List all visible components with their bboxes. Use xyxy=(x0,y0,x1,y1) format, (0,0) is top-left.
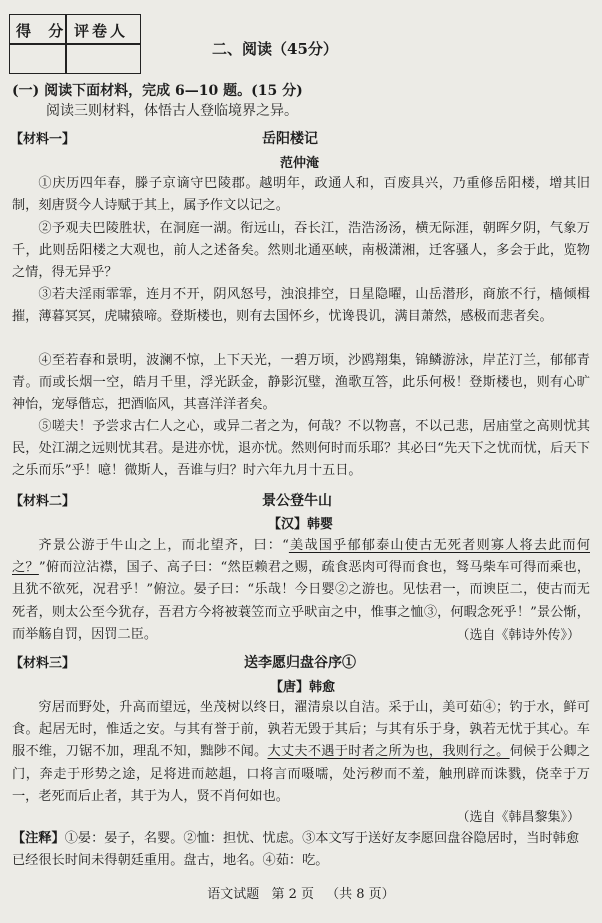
text: 穷居而野处，升高而望远，坐茂树以终日，濯清泉以自洁。采于山，美可茹④；钓于水，鲜可食。起居无时，惟适之安。与其有誉于前，孰若无毁于其后；与其有乐于身，孰若无忧于其心。车服不维，刀锯不加，理乱不知，黜陟不闻。 xyxy=(12,700,590,760)
part-heading: (一) 阅读下面材料，完成 6—10 题。(15 分) xyxy=(12,83,303,99)
underlined-sentence: 美哉国乎郁郁泰山使古无死者则寡人将去此而何之？ xyxy=(12,538,590,576)
page-footer xyxy=(0,883,602,902)
text: 伺候于公卿之门，奔走于形势之途，足将进而趑趄，口将言而嗫嚅，处污秽而不羞，触刑辟而诛戮，侥幸于万一，老死而后止者，其于为人，贤不肖何如也。 xyxy=(12,744,591,804)
material-1-label: 【材料一】 xyxy=(10,132,76,147)
grader-label: 评卷人 xyxy=(74,22,129,40)
paragraph xyxy=(12,697,590,808)
text: 齐景公游于牛山之上，而北望齐，曰：“ xyxy=(38,538,289,553)
score-label: 得 分 xyxy=(16,22,70,40)
source-citation: （选自《韩昌黎集》） xyxy=(456,810,580,825)
material-2-label: 【材料二】 xyxy=(10,494,76,509)
underlined-sentence: 大丈夫不遇于时者之所为也，我则行之。 xyxy=(267,744,510,760)
notes xyxy=(12,828,590,872)
paragraph: ⑤嗟夫！予尝求古仁人之心，或异二者之为，何哉？不以物喜，不以己悲，居庙堂之高则忧其民，处江湖之远则忧其君。是进亦忧，退亦忧。然则何时而乐耶？其必曰“先天下之忧而忧，后天下之乐而乐”乎！噫！微斯人，吾谁与归？时六年九月十五日。 xyxy=(12,419,590,479)
material-1-author: 范仲淹 xyxy=(280,156,320,171)
footer-page: 第 2 页 xyxy=(271,887,314,902)
material-2-title: 景公登牛山 xyxy=(262,493,332,509)
notes-text: ①晏：晏子，名婴。②恤：担忧、忧虑。③本文写于送好友李愿回盘谷隐居时，当时韩愈已经很长时间未得朝廷重用。盘古，地名。④茹：吃。 xyxy=(12,831,580,868)
text: ”俯而泣沾襟，国子、高子曰：“然臣赖君之赐，疏食恶肉可得而食也，驽马柴车可得而乘也，且犹不欲死，况君乎！”俯泣。晏子曰：“乐哉！今日婴②之游也。见怯君一，而谀臣二，使古而无死者，则太公至今犹存，吾君方今将被蓑笠而立乎畎亩之中，惟事之恤③，何暇念死乎！”景公惭，而举觞自罚，因罚二臣。 xyxy=(12,560,591,642)
paragraph: ③若夫淫雨霏霏，连月不开，阴风怒号，浊浪排空，日星隐曜，山岳潜形，商旅不行，樯倾楫摧，薄暮冥冥，虎啸猿啼。登斯楼也，则有去国怀乡，忧谗畏讥，满目萧然，感极而悲者矣。 xyxy=(12,287,590,325)
table-divider xyxy=(10,43,140,45)
footer-subject: 语文试题 xyxy=(207,887,260,902)
source-citation: （选自《韩诗外传》） xyxy=(456,628,580,643)
material-3-title: 送李愿归盘谷序① xyxy=(244,655,356,671)
material-3-author: 【唐】韩愈 xyxy=(270,680,336,695)
section-title: 二、阅读（45分） xyxy=(212,40,338,58)
score-table xyxy=(9,14,141,74)
paragraph: ①庆历四年春，滕子京谪守巴陵郡。越明年，政通人和，百废具兴，乃重修岳阳楼，增其旧制，刻唐贤今人诗赋于其上，属予作文以记之。 xyxy=(12,176,590,214)
notes-label: 【注释】 xyxy=(12,831,65,846)
paragraph: ④至若春和景明，波澜不惊，上下天光，一碧万顷，沙鸥翔集，锦鳞游泳，岸芷汀兰，郁郁青青。而或长烟一空，皓月千里，浮光跃金，静影沉璧，渔歌互答，此乐何极！登斯楼也，则有心旷神怡，宠辱偕忘，把酒临风，其喜洋洋者矣。 xyxy=(12,353,590,413)
part-instruction: 阅读三则材料，体悟古人登临境界之异。 xyxy=(46,103,298,119)
material-2-author: 【汉】韩婴 xyxy=(268,517,334,532)
material-1-title: 岳阳楼记 xyxy=(262,131,318,147)
footer-total: （共 8 页） xyxy=(326,887,395,902)
paragraph: ②予观夫巴陵胜状，在洞庭一湖。衔远山，吞长江，浩浩汤汤，横无际涯，朝晖夕阴，气象万千，此则岳阳楼之大观也，前人之述备矣。然则北通巫峡，南极潇湘，迁客骚人，多会于此，览物之情，得无异乎？ xyxy=(12,221,590,281)
material-3-label: 【材料三】 xyxy=(10,656,76,671)
